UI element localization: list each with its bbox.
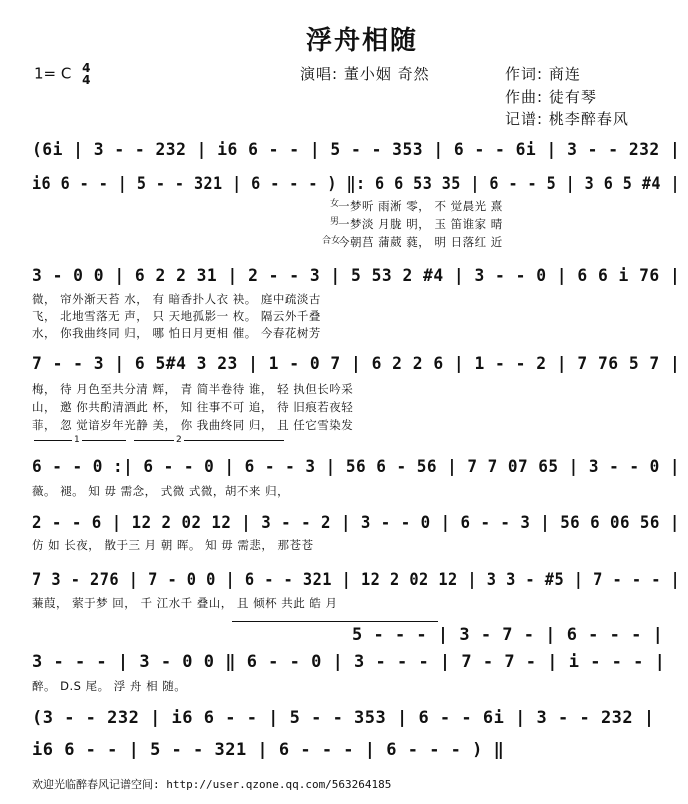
lyric-line: 山， 邀 你共酌清酒此 杯， 知 往事不可 追， 待 旧痕若夜轻 xyxy=(32,400,354,414)
notation-row-1: (6i | 3 - - 232 | i6 6 - - | 5 - - 353 | 6 - - 6i | 3 - - 232 | xyxy=(32,140,681,160)
lyric-line: 一梦听 雨淅 零， 不 觉晨光 熹 xyxy=(338,199,503,213)
lyric-line: 梅， 待 月色至共分清 辉， 青 简半卷待 谁， 轻 执但长吟采 xyxy=(32,382,354,396)
volta-1-label: 1 xyxy=(74,435,80,445)
composer: 作曲: 徒有琴 xyxy=(505,88,597,106)
lyric-line: 水， 你我曲终同 归， 哪 怕日月更相 催。 今春花树芳 xyxy=(32,326,321,340)
triplet-line xyxy=(232,621,438,622)
time-signature xyxy=(82,62,90,86)
singers: 演唱: 董小姻 奇然 xyxy=(300,65,430,83)
notation-row-4: 7 - - 3 | 6 5#4 3 23 | 1 - 0 7 | 6 2 2 6 | 1 - - 2 | 7 76 5 7 | xyxy=(32,354,681,374)
part-label: 男 xyxy=(330,217,340,227)
notation-row-5: 6 - - 0 :| 6 - - 0 | 6 - - 3 | 56 6 - 56 | 7 7 07 65 | 3 - - 0 | xyxy=(32,457,681,477)
notation-row-9: 3 - - - | 3 - 0 0 ‖ 6 - - 0 | 3 - - - | 7 - 7 - | i - - - | xyxy=(32,652,666,672)
notation-row-3: 3 - 0 0 | 6 2 2 31 | 2 - - 3 | 5 53 2 #4 | 3 - - 0 | 6 6 i 76 | xyxy=(32,266,681,286)
key-signature xyxy=(34,62,91,86)
notation-row-8: 5 - - - | 3 - 7 - | 6 - - - | xyxy=(352,625,664,645)
footer-text: 欢迎光临醉春风记谱空间: http://user.qzone.qq.com/563264185 xyxy=(32,778,392,791)
part-label: 女 xyxy=(330,199,340,209)
lyric-line: 仿 如 长夜， 散于三 月 朝 晖。 知 毋 需悲， 那苍苍 xyxy=(32,538,314,552)
lyricist: 作词: 商连 xyxy=(505,65,581,83)
lyric-line: 蒹葭， 萦于梦 回， 千 江水千 叠山， 且 倾杯 共此 皓 月 xyxy=(32,596,338,610)
lyric-line: 薇。 褪。 知 毋 需念， 式微 式微，胡不来 归， xyxy=(32,484,290,498)
lyric-line: 微， 帘外渐天苔 水， 有 暗香扑人衣 袂。 庭中疏淡古 xyxy=(32,292,321,306)
key-label: 1= C xyxy=(34,64,72,83)
lyric-line: 醉。 D.S 尾。 浮 舟 相 随。 xyxy=(32,679,187,693)
song-title: 浮舟相随 xyxy=(306,26,419,56)
notation-row-10: (3 - - 232 | i6 6 - - | 5 - - 353 | 6 - - 6i | 3 - - 232 | xyxy=(32,708,655,728)
lyric-line: 一梦淡 月胧 明， 玉 笛谁家 晴 xyxy=(338,217,503,231)
notation-row-2: i6 6 - - | 5 - - 321 | 6 - - - ) ‖: 6 6 53 35 | 6 - - 5 | 3 6 5 #4 | xyxy=(32,174,680,194)
lyric-line: 飞， 北地雪落无 声， 只 天地孤影一 枚。 隔云外千叠 xyxy=(32,309,321,323)
notation-row-6: 2 - - 6 | 12 2 02 12 | 3 - - 2 | 3 - - 0 | 6 - - 3 | 56 6 06 56 | xyxy=(32,513,680,533)
lyric-line: 今朝莒 蒲葳 蕤， 明 日落红 近 xyxy=(338,235,503,249)
notation-row-7: 7 3 - 276 | 7 - 0 0 | 6 - - 321 | 12 2 02 12 | 3 3 - #5 | 7 - - - | xyxy=(32,570,681,590)
notation-row-11: i6 6 - - | 5 - - 321 | 6 - - - | 6 - - - ) ‖ xyxy=(32,740,505,760)
volta-2-line xyxy=(134,440,284,441)
lyric-line: 菲， 忽 觉谙岁年光静 美， 你 我曲终同 归， 且 任它雪染发 xyxy=(32,418,354,432)
part-label: 合女 xyxy=(322,236,341,246)
volta-2-label: 2 xyxy=(176,435,182,445)
time-top: 4 xyxy=(82,61,91,75)
transcriber: 记谱: 桃李醉春风 xyxy=(505,110,629,128)
time-bottom: 4 xyxy=(82,73,91,87)
